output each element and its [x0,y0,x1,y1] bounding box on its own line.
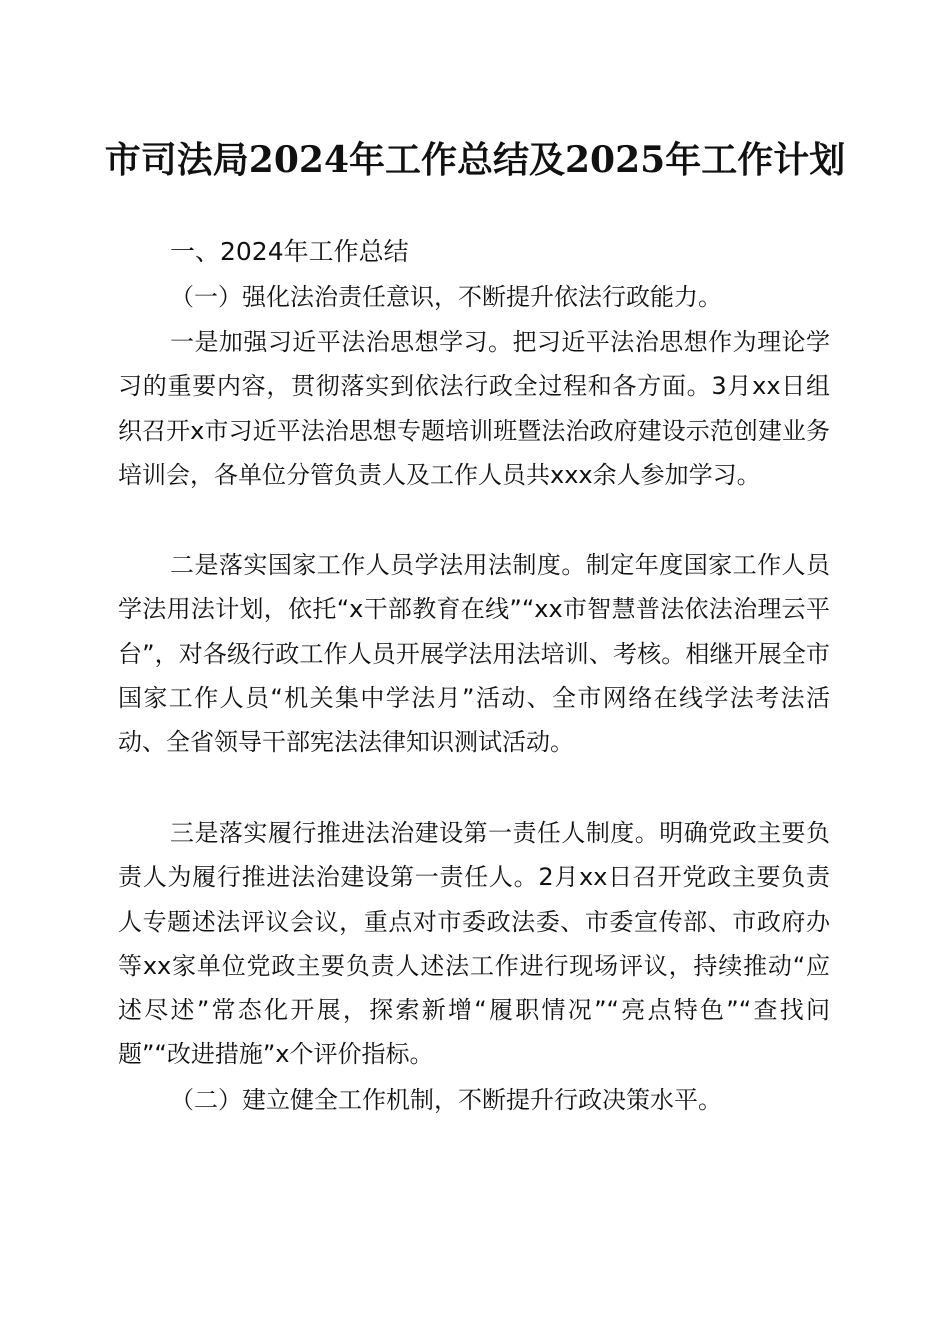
document-title: 市司法局2024年工作总结及2025年工作计划 [104,139,846,181]
section-heading-2024-summary: 一、2024年工作总结 [170,237,409,266]
paragraph-2: 二是落实国家工作人员学法用法制度。制定年度国家工作人员学法用法计划，依托“x干部教育在线”“xx市智慧普法依法治理云平台”，对各级行政工作人员开展学法用法培训、考核。相继开展全市国家工作人员“机关集中学法月”活动、全市网络在线学法考法活动、全省领导干部宪法法律知识测试活动。 [118,551,830,757]
subsection-heading-2: （二）建立健全工作机制，不断提升行政决策水平。 [170,1086,722,1114]
paragraph-3: 三是落实履行推进法治建设第一责任人制度。明确党政主要负责人为履行推进法治建设第一责任人。2月xx日召开党政主要负责人专题述法评议会议，重点对市委政法委、市委宣传部、市政府办等xx家单位党政主要负责人述法工作进行现场评议，持续推动“应述尽述”常态化开展，探索新增“履职情况”“亮点特色”“查找问题”“改进措施”x个评价指标。 [118,819,830,1069]
subsection-heading-1: （一）强化法治责任意识，不断提升依法行政能力。 [170,283,722,311]
paragraph-1: 一是加强习近平法治思想学习。把习近平法治思想作为理论学习的重要内容，贯彻落实到依法行政全过程和各方面。3月xx日组织召开x市习近平法治思想专题培训班暨法治政府建设示范创建业务培训会，各单位分管负责人及工作人员共xxx余人参加学习。 [118,328,830,489]
